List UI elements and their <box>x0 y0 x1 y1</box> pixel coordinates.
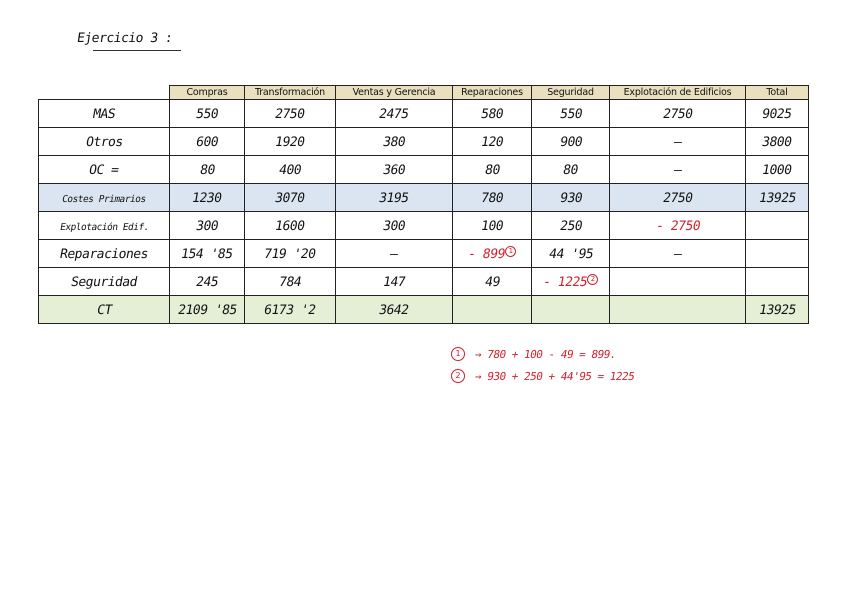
cell <box>610 128 746 156</box>
cell <box>170 240 245 268</box>
cell <box>170 156 245 184</box>
row-ct <box>39 296 809 324</box>
cell-value: 930 <box>558 190 583 206</box>
marker-1-icon: 1 <box>505 246 516 257</box>
cell-value: 1000 <box>761 162 793 178</box>
cell <box>532 240 610 268</box>
cell <box>336 156 453 184</box>
cell <box>746 156 809 184</box>
cell-value: 80 <box>561 162 580 178</box>
cell <box>532 128 610 156</box>
cell-value: 300 <box>381 218 407 234</box>
cell-value: 154 '85 <box>180 246 234 262</box>
marker-2-icon: 2 <box>587 274 598 285</box>
cell <box>532 100 610 128</box>
cell <box>610 212 746 240</box>
row-explotacion-edificios <box>39 212 809 240</box>
cell-value: - 1225 <box>541 274 588 290</box>
header-ventas-gerencia: Ventas y Gerencia <box>336 86 453 100</box>
header-transformacion: Transformación <box>245 86 336 100</box>
cell-value: 44 '95 <box>547 246 594 262</box>
note-2-marker-icon: 2 <box>451 369 465 383</box>
cell-value: 9025 <box>761 106 793 122</box>
cell <box>610 240 746 268</box>
cell-value: 550 <box>194 106 220 122</box>
cell <box>453 184 532 212</box>
cell <box>336 128 453 156</box>
row-label <box>39 240 170 268</box>
cell <box>453 212 532 240</box>
cell-value: 3195 <box>378 190 410 206</box>
cell-value: 6173 '2 <box>263 302 317 318</box>
cell-value: 2750 <box>661 190 694 206</box>
row-label-text: Reparaciones <box>58 246 150 262</box>
note-1-marker-icon: 1 <box>451 347 465 361</box>
header-blank <box>39 86 170 100</box>
cell <box>336 240 453 268</box>
calculation-notes <box>450 343 634 387</box>
row-reparaciones <box>39 240 809 268</box>
cell-value: 49 <box>483 274 501 290</box>
row-label <box>39 268 170 296</box>
cell <box>610 100 746 128</box>
cell-value: 120 <box>479 134 505 150</box>
row-mas <box>39 100 809 128</box>
row-oc <box>39 156 809 184</box>
cell <box>746 212 809 240</box>
cell-value: - 2750 <box>654 218 701 234</box>
cell-value: 3642 <box>378 302 410 318</box>
cell <box>170 184 245 212</box>
cell <box>746 100 809 128</box>
cell <box>245 128 336 156</box>
row-label <box>39 128 170 156</box>
cell <box>532 296 610 324</box>
cell <box>746 240 809 268</box>
cell-value: – <box>672 246 683 262</box>
row-label-text: CT <box>95 302 113 318</box>
cell <box>170 296 245 324</box>
cell <box>170 100 245 128</box>
cell-value: 300 <box>194 218 220 234</box>
cell <box>746 128 809 156</box>
row-label <box>39 296 170 324</box>
cell <box>610 156 746 184</box>
cell-value: 1230 <box>191 190 223 206</box>
note-2-text: → 930 + 250 + 44'95 = 1225 <box>473 369 636 383</box>
cell <box>245 156 336 184</box>
cell-value: – <box>672 162 683 178</box>
row-label-text: MAS <box>91 106 117 122</box>
header-row <box>39 86 809 100</box>
cell <box>336 184 453 212</box>
cell-value: 550 <box>558 106 583 122</box>
cell <box>610 268 746 296</box>
cell-value: 900 <box>558 134 583 150</box>
row-label <box>39 156 170 184</box>
cell-value: 360 <box>381 162 407 178</box>
cell <box>453 156 532 184</box>
cell <box>336 268 453 296</box>
cell <box>532 212 610 240</box>
cell <box>336 100 453 128</box>
cell <box>336 296 453 324</box>
note-1 <box>450 343 634 365</box>
cell <box>245 296 336 324</box>
cell <box>746 296 809 324</box>
cell <box>532 184 610 212</box>
cell <box>453 240 532 268</box>
row-otros <box>39 128 809 156</box>
cell-value: 380 <box>381 134 407 150</box>
cell <box>453 100 532 128</box>
header-compras: Compras <box>170 86 245 100</box>
cell-value: 780 <box>479 190 505 206</box>
cell-value: 2750 <box>274 106 306 122</box>
row-label-text: Costes Primarios <box>61 194 147 205</box>
cell-value: 784 <box>277 274 303 290</box>
title-underline <box>93 50 181 51</box>
cell-value: 100 <box>479 218 505 234</box>
cell <box>453 268 532 296</box>
cell-value: 80 <box>483 162 501 178</box>
cell-value: 600 <box>194 134 220 150</box>
cell <box>746 268 809 296</box>
cell-value: 3800 <box>761 134 793 150</box>
header-reparaciones: Reparaciones <box>453 86 532 100</box>
row-label-text: Otros <box>84 134 124 150</box>
header-seguridad: Seguridad <box>532 86 610 100</box>
row-label-text: OC = <box>88 162 120 178</box>
cell <box>170 268 245 296</box>
row-seguridad <box>39 268 809 296</box>
cell <box>532 268 610 296</box>
cell-value: 147 <box>381 274 407 290</box>
cell-value: 250 <box>558 218 583 234</box>
header-total: Total <box>746 86 809 100</box>
cell-value: 2475 <box>378 106 410 122</box>
cell <box>245 212 336 240</box>
cell <box>170 212 245 240</box>
cell-value: 3070 <box>274 190 306 206</box>
note-2 <box>450 365 634 387</box>
cell-value: 13925 <box>757 190 797 206</box>
cell-value: - 899 <box>466 246 506 262</box>
row-label-text: Seguridad <box>69 274 139 290</box>
cell <box>532 156 610 184</box>
row-label-text: Explotación Edif. <box>58 222 150 233</box>
row-costes-primarios <box>39 184 809 212</box>
cost-distribution-table <box>38 85 809 324</box>
cell <box>245 184 336 212</box>
row-label <box>39 184 170 212</box>
cell <box>245 100 336 128</box>
cell <box>170 128 245 156</box>
cell <box>453 296 532 324</box>
cell-value: 2109 '85 <box>176 302 238 318</box>
cell <box>245 268 336 296</box>
cell <box>336 212 453 240</box>
cell <box>610 296 746 324</box>
cell-value: 580 <box>479 106 505 122</box>
cell-value: 719 '20 <box>263 246 317 262</box>
cell-value: 2750 <box>661 106 694 122</box>
cell-value: 13925 <box>757 302 797 318</box>
cell-value: 1600 <box>274 218 306 234</box>
cell-value: 1920 <box>274 134 306 150</box>
cell <box>610 184 746 212</box>
note-1-text: → 780 + 100 - 49 = 899. <box>473 347 617 361</box>
cell <box>245 240 336 268</box>
cell-value: 400 <box>277 162 303 178</box>
exercise-title: Ejercicio 3 : <box>75 31 174 46</box>
row-label <box>39 100 170 128</box>
cell <box>453 128 532 156</box>
cell <box>746 184 809 212</box>
row-label <box>39 212 170 240</box>
cell-value: 245 <box>194 274 220 290</box>
cell-value: – <box>389 246 399 262</box>
cell-value: 80 <box>198 162 216 178</box>
cell-value: – <box>672 134 683 150</box>
header-explotacion-edificios: Explotación de Edificios <box>610 86 746 100</box>
